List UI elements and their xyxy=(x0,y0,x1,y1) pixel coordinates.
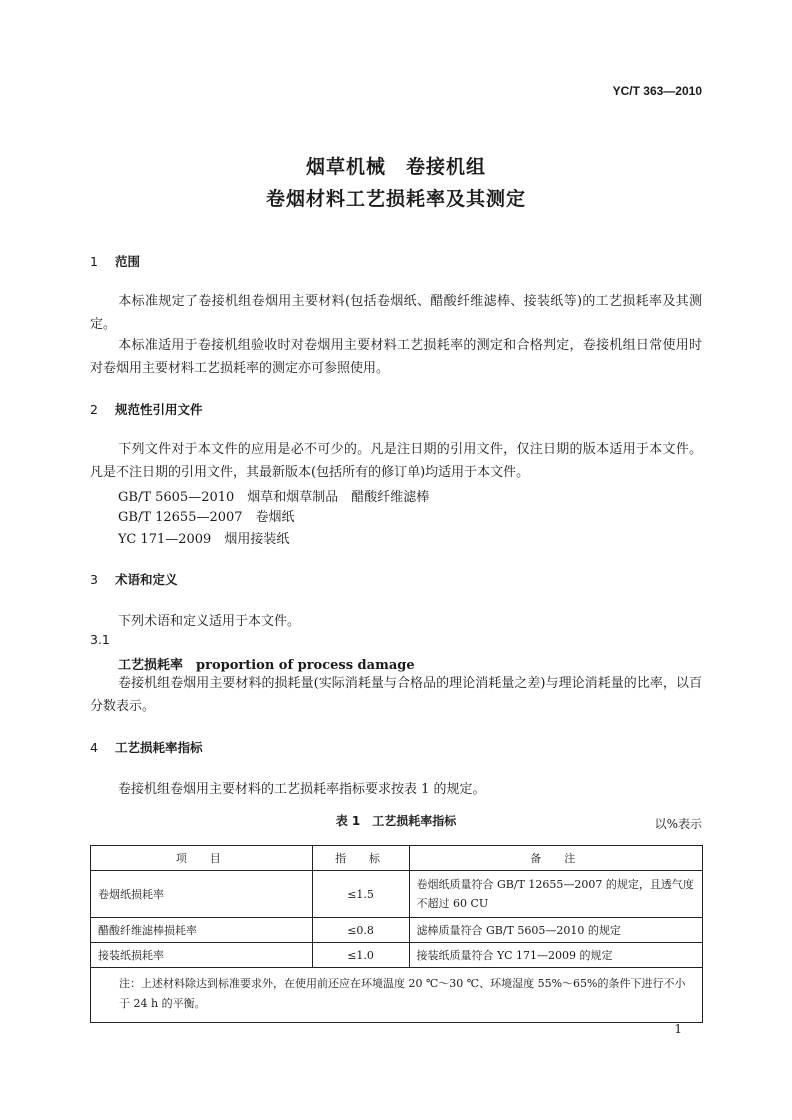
table-unit: 以%表示 xyxy=(654,817,702,831)
table-row xyxy=(91,918,703,943)
table-cell: 接装纸损耗率 xyxy=(91,943,313,968)
table-cell: 接装纸质量符合 YC 171—2009 的规定 xyxy=(409,943,702,968)
section-3-heading xyxy=(90,570,178,588)
table-note: 注：上述材料除达到标准要求外，在使用前还应在环境温度 20 ℃～30 ℃、环境湿度 55%～65%的条件下进行不小于 24 h 的平衡。 xyxy=(91,968,703,1023)
table-cell: ≤1.0 xyxy=(312,943,409,968)
section-2-heading xyxy=(90,400,203,418)
header-index: 指 标 xyxy=(312,846,409,871)
paragraph: 下列术语和定义适用于本文件。 xyxy=(118,614,301,629)
reference-item: YC 171—2009 烟用接装纸 xyxy=(118,532,290,547)
paragraph-text: 本标准规定了卷接机组卷烟用主要材料(包括卷烟纸、醋酸纤维滤棒、接装纸等)的工艺损耗率及其测定。 xyxy=(90,294,702,332)
paragraph-text: 下列文件对于本文件的应用是必不可少的。凡是注日期的引用文件，仅注日期的版本适用于本文件。凡是不注日期的引用文件，其最新版本(包括所有的修订单)均适用于本文件。 xyxy=(90,442,702,480)
reference-item: GB/T 12655—2007 卷烟纸 xyxy=(118,510,295,525)
section-number: 2 xyxy=(90,402,98,417)
section-4-heading xyxy=(90,738,203,756)
table-cell: ≤0.8 xyxy=(312,918,409,943)
term-entry: 工艺损耗率 proportion of process damage xyxy=(118,658,415,673)
reference-item: GB/T 5605—2010 烟草和烟草制品 醋酸纤维滤棒 xyxy=(118,490,430,505)
subsection-number: 3.1 xyxy=(90,632,110,647)
paragraph-text: 本标准适用于卷接机组验收时对卷烟用主要材料工艺损耗率的测定和合格判定，卷接机组日常使用时对卷烟用主要材料工艺损耗率的测定亦可参照使用。 xyxy=(90,338,702,376)
section-1-heading xyxy=(90,252,140,270)
table-row xyxy=(91,871,703,918)
title-line-1: 烟草机械 卷接机组 xyxy=(305,156,486,178)
section-number: 1 xyxy=(90,254,98,269)
paragraph xyxy=(90,438,702,484)
loss-rate-table xyxy=(90,845,703,1023)
table-header-row xyxy=(91,846,703,871)
table-cell: 卷烟纸损耗率 xyxy=(91,871,313,918)
table-note-row xyxy=(91,968,703,1023)
section-title: 术语和定义 xyxy=(115,572,178,587)
table-cell: 卷烟纸质量符合 GB/T 12655—2007 的规定，且透气度不超过 60 CU xyxy=(409,871,702,918)
page-number: 1 xyxy=(674,1022,682,1036)
header-item: 项 目 xyxy=(91,846,313,871)
section-title: 规范性引用文件 xyxy=(115,402,203,417)
header-remark: 备 注 xyxy=(409,846,702,871)
standard-code: YC/T 363—2010 xyxy=(612,84,702,98)
title-line-2: 卷烟材料工艺损耗率及其测定 xyxy=(265,188,526,210)
table-caption: 表 1 工艺损耗率指标 xyxy=(335,814,457,828)
paragraph: 卷接机组卷烟用主要材料的工艺损耗率指标要求按表 1 的规定。 xyxy=(118,782,486,797)
term-definition xyxy=(90,672,702,718)
table-cell: 滤棒质量符合 GB/T 5605—2010 的规定 xyxy=(409,918,702,943)
paragraph xyxy=(90,334,702,380)
table-cell: ≤1.5 xyxy=(312,871,409,918)
table-row xyxy=(91,943,703,968)
section-number: 3 xyxy=(90,572,98,587)
section-number: 4 xyxy=(90,740,98,755)
paragraph-text: 卷接机组卷烟用主要材料的损耗量(实际消耗量与合格品的理论消耗量之差)与理论消耗量的比率，以百分数表示。 xyxy=(90,676,702,714)
table-cell: 醋酸纤维滤棒损耗率 xyxy=(91,918,313,943)
section-title: 工艺损耗率指标 xyxy=(115,740,203,755)
paragraph xyxy=(90,290,702,336)
section-title: 范围 xyxy=(115,254,141,269)
